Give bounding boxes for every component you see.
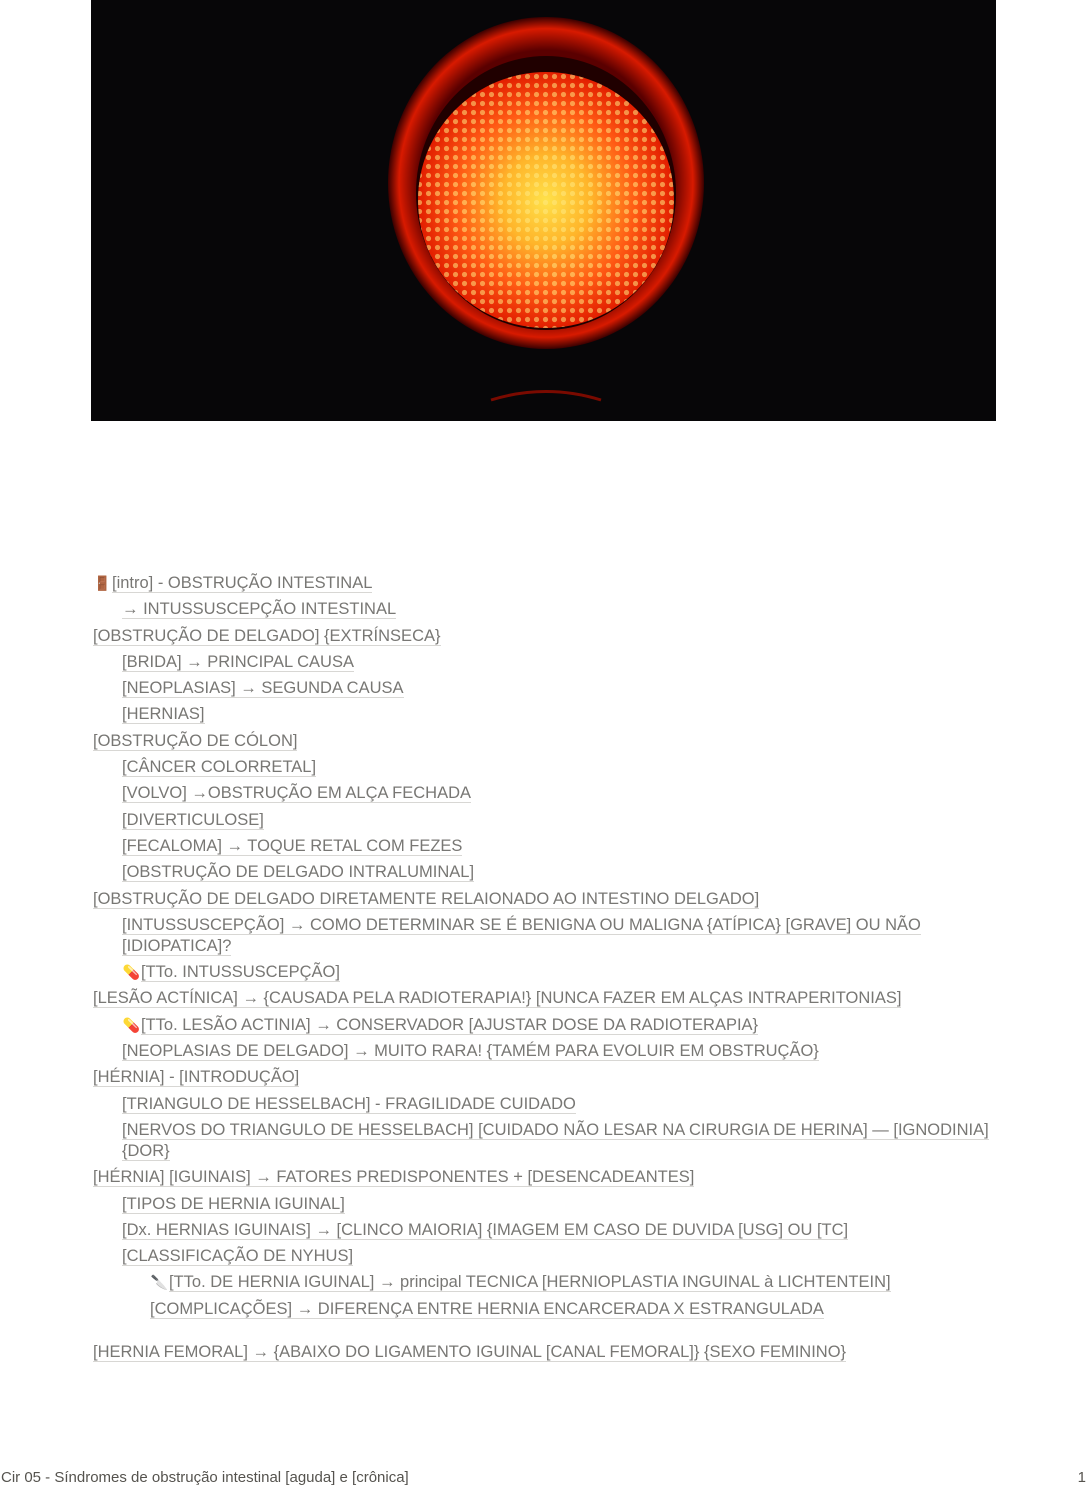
toc-item [93, 889, 1003, 910]
toc-link[interactable]: [COMPLICAÇÕES] → DIFERENÇA ENTRE HERNIA ENCARCERADA X ESTRANGULADA [150, 1299, 824, 1318]
toc-link[interactable]: [CÂNCER COLORRETAL] [122, 758, 317, 777]
toc-item [93, 962, 1003, 983]
toc-item [93, 915, 1003, 957]
toc-item [93, 1041, 1003, 1062]
toc-item [93, 1194, 1003, 1215]
pill-icon: 💊 [122, 964, 141, 981]
toc-link[interactable]: [OBSTRUÇÃO DE CÓLON] [93, 731, 298, 750]
toc-item [93, 652, 1003, 673]
toc-link[interactable]: [TIPOS DE HERNIA IGUINAL] [122, 1194, 345, 1213]
toc-item [93, 731, 1003, 752]
toc-link[interactable]: [Dx. HERNIAS IGUINAIS] → [CLINCO MAIORIA] {IMAGEM EM CASO DE DUVIDA [USG] OU [TC] [122, 1220, 849, 1239]
cover-image [91, 0, 996, 421]
toc-item [93, 599, 1003, 620]
toc-link[interactable]: [TRIANGULO DE HESSELBACH] - FRAGILIDADE CUIDADO [122, 1094, 576, 1113]
footer-title: Cir 05 - Síndromes de obstrução intestinal [aguda] e [crônica] [1, 1469, 409, 1486]
toc-link[interactable]: [BRIDA] → PRINCIPAL CAUSA [122, 652, 354, 671]
toc-item [93, 1272, 1003, 1293]
toc-item [93, 1067, 1003, 1088]
toc-link[interactable]: [intro] - OBSTRUÇÃO INTESTINAL [112, 574, 373, 592]
toc-item [93, 1220, 1003, 1241]
scalpel-icon: 🔪 [150, 1274, 169, 1291]
toc-link[interactable]: [TTo. INTUSSUSCEPÇÃO] [141, 963, 340, 982]
toc-link[interactable]: [NERVOS DO TRIANGULO DE HESSELBACH] [CUIDADO NÃO LESAR NA CIRURGIA DE HERINA] — [IGNODINIA] {DOR} [122, 1120, 989, 1160]
table-of-contents [93, 573, 1003, 1368]
toc-link[interactable]: [LESÃO ACTÍNICA] → {CAUSADA PELA RADIOTERAPIA!} [NUNCA FAZER EM ALÇAS INTRAPERITONIAS] [93, 989, 902, 1008]
toc-link[interactable]: [CLASSIFICAÇÃO DE NYHUS] [122, 1247, 354, 1266]
toc-link[interactable]: [HERNIAS] [122, 705, 205, 724]
toc-link[interactable]: [NEOPLASIAS DE DELGADO] → MUITO RARA! {TAMÉM PARA EVOLUIR EM OBSTRUÇÃO} [122, 1042, 819, 1061]
toc-item [93, 1120, 1003, 1162]
toc-link[interactable]: → INTUSSUSCEPÇÃO INTESTINAL [122, 600, 397, 619]
traffic-light-icon [91, 0, 996, 421]
toc-link[interactable]: [VOLVO] →OBSTRUÇÃO EM ALÇA FECHADA [122, 784, 472, 803]
pill-icon: 💊 [122, 1016, 141, 1033]
toc-item [93, 1015, 1003, 1036]
toc-item [93, 573, 1003, 594]
toc-item [93, 1167, 1003, 1188]
toc-link[interactable]: [DIVERTICULOSE] [122, 810, 264, 829]
toc-item [93, 862, 1003, 883]
toc-item [93, 988, 1003, 1009]
toc-link[interactable]: [TTo. LESÃO ACTINIA] → CONSERVADOR [AJUSTAR DOSE DA RADIOTERAPIA} [141, 1015, 759, 1034]
toc-item [93, 626, 1003, 647]
toc-link[interactable]: [OBSTRUÇÃO DE DELGADO DIRETAMENTE RELAIONADO AO INTESTINO DELGADO] [93, 889, 760, 908]
toc-item [93, 1246, 1003, 1267]
toc-link[interactable]: [HERNIA FEMORAL] → {ABAIXO DO LIGAMENTO IGUINAL [CANAL FEMORAL]} {SEXO FEMININO} [93, 1342, 847, 1361]
door-icon: 🚪 [93, 575, 112, 591]
toc-item [93, 783, 1003, 804]
toc-link[interactable]: [FECALOMA] → TOQUE RETAL COM FEZES [122, 836, 463, 855]
page-number: 1 [1077, 1469, 1086, 1486]
toc-item [93, 1342, 1003, 1363]
toc-link[interactable]: [OBSTRUÇÃO DE DELGADO] {EXTRÍNSECA} [93, 626, 441, 645]
toc-item [93, 1094, 1003, 1115]
toc-item [93, 1299, 1003, 1320]
toc-link[interactable]: [HÉRNIA] - [INTRODUÇÃO] [93, 1068, 300, 1087]
toc-item [93, 757, 1003, 778]
toc-item [93, 836, 1003, 857]
toc-item [93, 678, 1003, 699]
toc-link[interactable]: [INTUSSUSCEPÇÃO] → COMO DETERMINAR SE É BENIGNA OU MALIGNA {ATÍPICA} [GRAVE] OU NÃO [IDIOPATICA]? [122, 915, 921, 955]
toc-link[interactable]: [NEOPLASIAS] → SEGUNDA CAUSA [122, 679, 404, 698]
toc-link[interactable]: [HÉRNIA] [IGUINAIS] → FATORES PREDISPONENTES + [DESENCADEANTES] [93, 1168, 695, 1187]
toc-link[interactable]: [OBSTRUÇÃO DE DELGADO INTRALUMINAL] [122, 863, 475, 882]
toc-item [93, 810, 1003, 831]
toc-item [93, 704, 1003, 725]
toc-link[interactable]: [TTo. DE HERNIA IGUINAL] → principal TECNICA [HERNIOPLASTIA INGUINAL à LICHTENTEIN] [169, 1273, 891, 1292]
